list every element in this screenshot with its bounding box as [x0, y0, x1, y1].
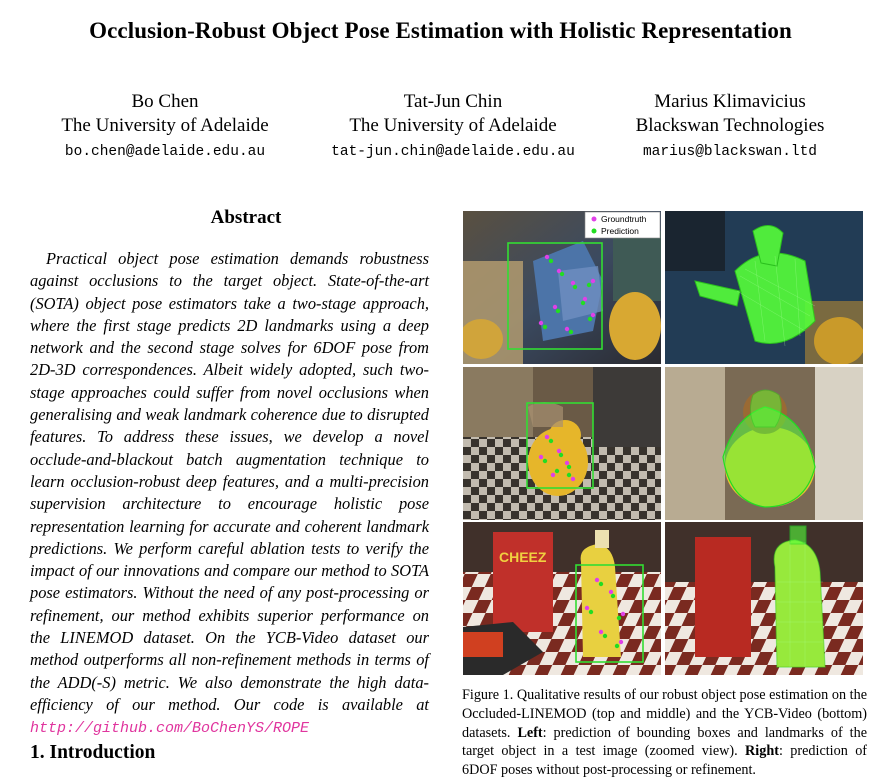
author-name: Marius Klimavicius: [654, 91, 806, 112]
author-name: Tat-Jun Chin: [403, 91, 503, 112]
figure-1: [463, 211, 863, 675]
svg-text:CHEEZ: CHEEZ: [499, 549, 547, 565]
code-link[interactable]: http://github.com/BoChenYS/ROPE: [30, 720, 310, 738]
author-block-1: [40, 90, 290, 164]
legend-groundtruth-label: Groundtruth: [601, 214, 647, 224]
section-heading-introduction: 1. Introduction: [30, 742, 156, 763]
legend-prediction-label: Prediction: [601, 226, 639, 236]
caption-prefix: Figure 1. Qualitative results of our robust object pose estimation on the Occluded-LINEMOD (top and middle) and the YCB-Video (bottom) datasets.: [462, 687, 867, 741]
author-affiliation: The University of Adelaide: [61, 115, 269, 136]
caption-left-text: : prediction of bounding boxes and landmarks of the target object in a test image (zoomed view).: [462, 724, 868, 760]
author-affiliation: The University of Adelaide: [349, 115, 557, 136]
figure-image-linemod-mid-left: [463, 367, 661, 520]
figure-image-linemod-mid-right: [665, 367, 863, 520]
author-email[interactable]: bo.chen@adelaide.edu.au: [64, 144, 266, 160]
caption-left-label: Left: [517, 724, 543, 741]
abstract-body: [30, 248, 429, 741]
caption-right-label: Right: [745, 743, 779, 760]
figure-image-ycb-bottom-right: [665, 522, 863, 675]
paper-title: Occlusion-Robust Object Pose Estimation with Holistic Representation: [89, 18, 792, 43]
caption-right-text: : prediction of 6DOF poses without post-processing or refinement.: [462, 743, 868, 779]
figure-caption: [462, 686, 867, 780]
author-block-2: [318, 90, 588, 164]
abstract-heading: Abstract: [210, 207, 282, 228]
figure-image-ycb-bottom-left: [463, 522, 661, 675]
figure-image-linemod-top-left: [463, 211, 661, 364]
author-block-3: [610, 90, 850, 164]
author-email[interactable]: tat-jun.chin@adelaide.edu.au: [331, 144, 575, 160]
author-name: Bo Chen: [131, 91, 199, 112]
author-affiliation: Blackswan Technologies: [635, 115, 825, 136]
abstract-text: Practical object pose estimation demands robustness against occlusions to the target object. State-of-the-art (SOTA) object pose estimators take a two-stage approach, where the first stage predicts 2D landmarks using a deep network and the second stage solves for 6DOF pose from 2D-3D correspondences. Albeit widely adopted, such two-stage approaches could suffer from novel occlusions when generalising and weak landmark coherence due to disrupted features. To address these issues, we develop a novel occlude-and-blackout batch augmentation technique to learn occlusion-robust deep features, and a multi-precision supervision architecture to encourage holistic pose representation learning for accurate and coherent landmark predictions. We perform careful ablation tests to verify the impact of our innovations and compare our method to SOTA pose estimators. Without the need of any post-processing or refinement, our method exhibits superior performance on the LINEMOD dataset. On the YCB-Video dataset our method outperforms all non-refinement methods in terms of the ADD(-S) metric. We also demonstrate the high data-efficiency of our method. Our code is available at: [30, 249, 429, 714]
figure-image-linemod-top-right: [665, 211, 863, 364]
author-email[interactable]: marius@blackswan.ltd: [642, 144, 818, 160]
